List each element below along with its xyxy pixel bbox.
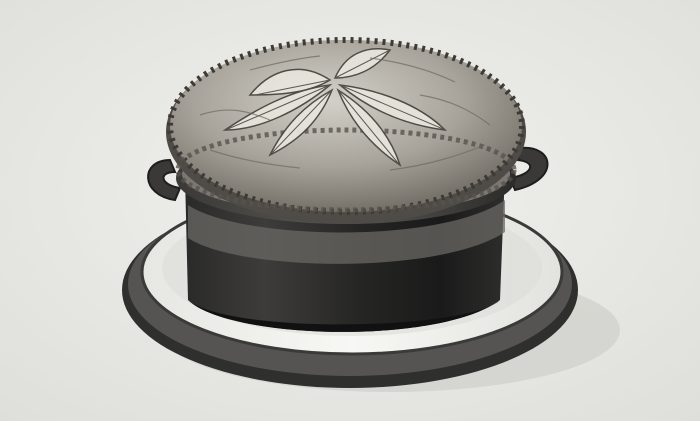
pie-crust bbox=[166, 40, 526, 224]
